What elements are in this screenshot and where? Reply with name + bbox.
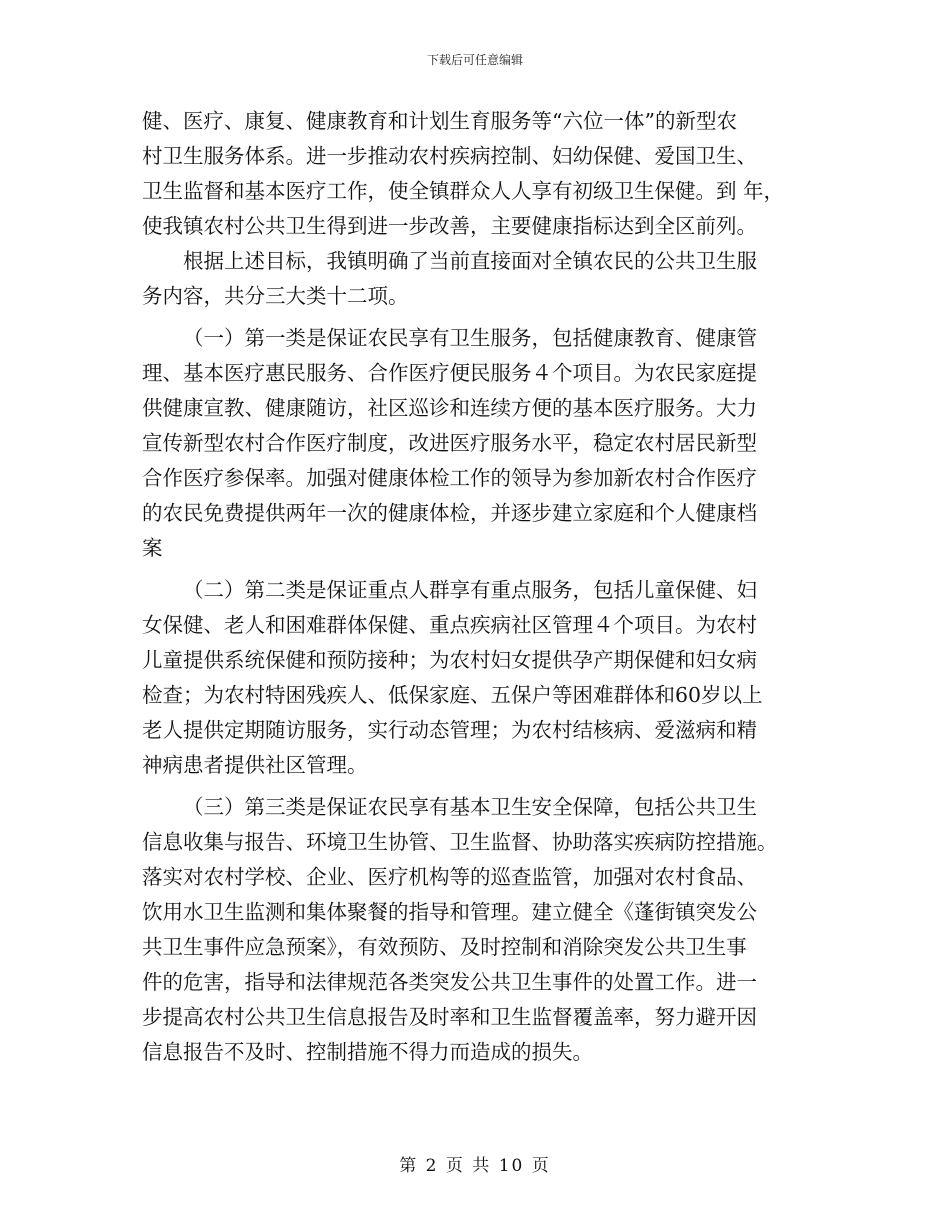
text-line: （一）第一类是保证农民享有卫生服务，包括健康教育、健康管: [183, 326, 757, 350]
paragraph: [142, 573, 826, 783]
document-body: [142, 104, 826, 1070]
text-line: 根据上述目标，我镇明确了当前直接面对全镇农民的公共卫生服: [183, 249, 757, 273]
text-line: 信息报告不及时、控制措施不得力而造成的损失。: [142, 1040, 593, 1064]
text-line: 务内容，共分三大类十二项。: [142, 284, 409, 308]
paragraph: [142, 321, 826, 566]
text-line: 供健康宣教、健康随访，社区巡诊和连续方便的基本医疗服务。大力: [142, 396, 757, 420]
text-line: （三）第三类是保证农民享有基本卫生安全保障，包括公共卫生: [183, 795, 757, 819]
text-line: 宣传新型农村合作医疗制度，改进医疗服务水平，稳定农村居民新型: [142, 431, 757, 455]
paragraph: [142, 104, 826, 244]
text-line: 合作医疗参保率。加强对健康体检工作的领导为参加新农村合作医疗: [142, 466, 757, 490]
text-line: 共卫生事件应急预案》，有效预防、及时控制和消除突发公共卫生事: [142, 935, 747, 959]
page-number-footer: 第 2 页 共 10 页: [399, 1156, 551, 1176]
text-line: 步提高农村公共卫生信息报告及时率和卫生监督覆盖率，努力避开因: [142, 1005, 757, 1029]
text-line: 案: [142, 536, 163, 560]
text-line: 老人提供定期随访服务，实行动态管理；为农村结核病、爱滋病和精: [142, 718, 757, 742]
text-line: 理、基本医疗惠民服务、合作医疗便民服务４个项目。为农民家庭提: [142, 361, 757, 385]
text-line: 的农民免费提供两年一次的健康体检，并逐步建立家庭和个人健康档: [142, 501, 757, 525]
paragraph-gap: [142, 566, 826, 573]
text-line: 女保健、老人和困难群体保健、重点疾病社区管理４个项目。为农村: [142, 613, 757, 637]
paragraph: [142, 790, 826, 1070]
page-header-note: 下载后可任意编辑: [426, 53, 523, 67]
text-line: 信息收集与报告、环境卫生协管、卫生监督、协助落实疾病防控措施。: [142, 830, 778, 854]
text-line: 卫生监督和基本医疗工作，使全镇群众人人享有初级卫生保健。到 年，: [142, 179, 785, 203]
text-line: 神病患者提供社区管理。: [142, 753, 368, 777]
text-line: 饮用水卫生监测和集体聚餐的指导和管理。建立健全《蓬街镇突发公: [142, 900, 757, 924]
text-line: （二）第二类是保证重点人群享有重点服务，包括儿童保健、妇: [183, 578, 757, 602]
text-line: 检查；为农村特困残疾人、低保家庭、五保户等困难群体和60岁以上: [142, 683, 763, 707]
text-line: 件的危害，指导和法律规范各类突发公共卫生事件的处置工作。进一: [142, 970, 757, 994]
paragraph: [142, 244, 826, 314]
text-line: 健、医疗、康复、健康教育和计划生育服务等“六位一体”的新型农: [142, 109, 737, 133]
paragraph-gap: [142, 314, 826, 321]
text-line: 使我镇农村公共卫生得到进一步改善，主要健康指标达到全区前列。: [142, 214, 757, 238]
text-line: 村卫生服务体系。进一步推动农村疾病控制、妇幼保健、爱国卫生、: [142, 144, 757, 168]
paragraph-gap: [142, 783, 826, 790]
text-line: 儿童提供系统保健和预防接种；为农村妇女提供孕产期保健和妇女病: [142, 648, 757, 672]
text-line: 落实对农村学校、企业、医疗机构等的巡查监管，加强对农村食品、: [142, 865, 757, 889]
